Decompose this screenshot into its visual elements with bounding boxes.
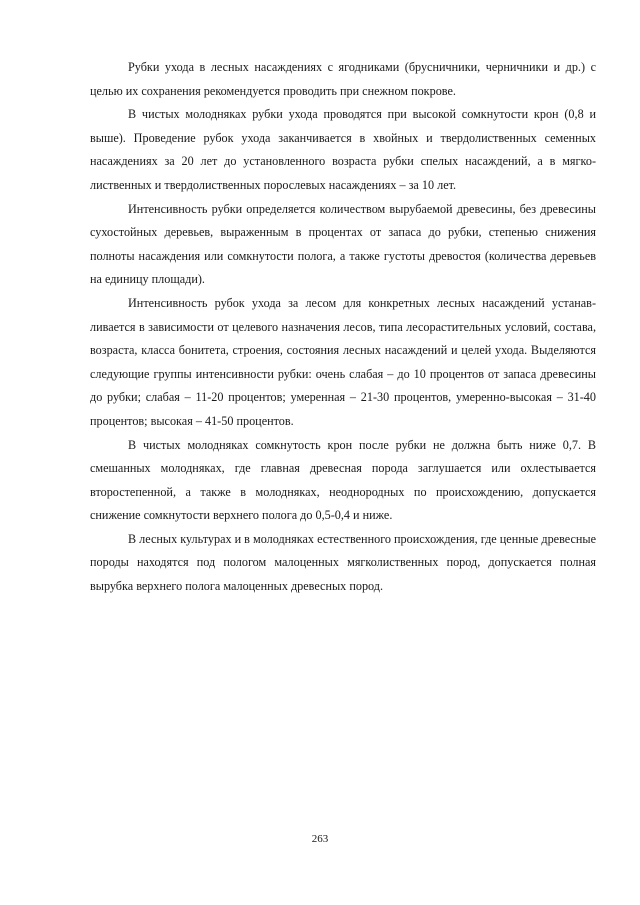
paragraph: Рубки ухода в лесных насаждениях с ягодниками (брусничники, черничники и др.) с целью их сохранения рекомендуется проводить при снежном покрове. — [90, 60, 596, 98]
paragraph: В чистых молодняках рубки ухода проводятся при высокой сомкнутости крон (0,8 и выше). Проведение рубок ухода заканчивается в хвойных и твердолиственных семенных насаждениях за 20 лет до установленного возраста рубки спелых насаждений, а в мягколиственных и твердолиственных порослевых насаждениях – за 10 лет. — [90, 107, 596, 192]
paragraph: В лесных культурах и в молодняках естественного происхождения, где ценные древесные породы находятся под пологом малоценных мягколиственных пород, допускается полная вырубка верхнего полога малоценных древесных пород. — [90, 531, 597, 594]
text-body — [90, 56, 596, 599]
paragraph: В чистых молодняках сомкнутость крон после рубки не должна быть ниже 0,7. В смешанных молодняках, где главная древесная порода заглушается или охлестывается второстепенной, а также в молодняках, неоднородных по происхождению, допускается снижение сомкнутости верхнего полога до 0,5-0,4 и ниже. — [90, 437, 596, 523]
paragraph: Интенсивность рубки определяется количеством вырубаемой древесины, без древесины сухостойных деревьев, выраженным в процентах от запаса до рубки, степенью снижения полноты насаждения или сомкнутости полога, а также густоты древостоя (количества деревьев на единицу площади). — [90, 201, 596, 287]
paragraph: Интенсивность рубок ухода за лесом для конкретных лесных насаждений устанавливается в зависимости от целевого назначения лесов, типа лесорастительных условий, состава, возраста, класса бонитета, строения, состояния лесных насаждений и целей ухода. Выделяются следующие группы интенсивности рубки: очень слабая – до 10 процентов от запаса древесины до рубки; слабая – 11-20 процентов; умеренная – 21-30 процентов, умеренно-высокая – 31-40 процентов; высокая – 41-50 процентов. — [90, 295, 596, 428]
page-number: 263 — [311, 833, 329, 845]
